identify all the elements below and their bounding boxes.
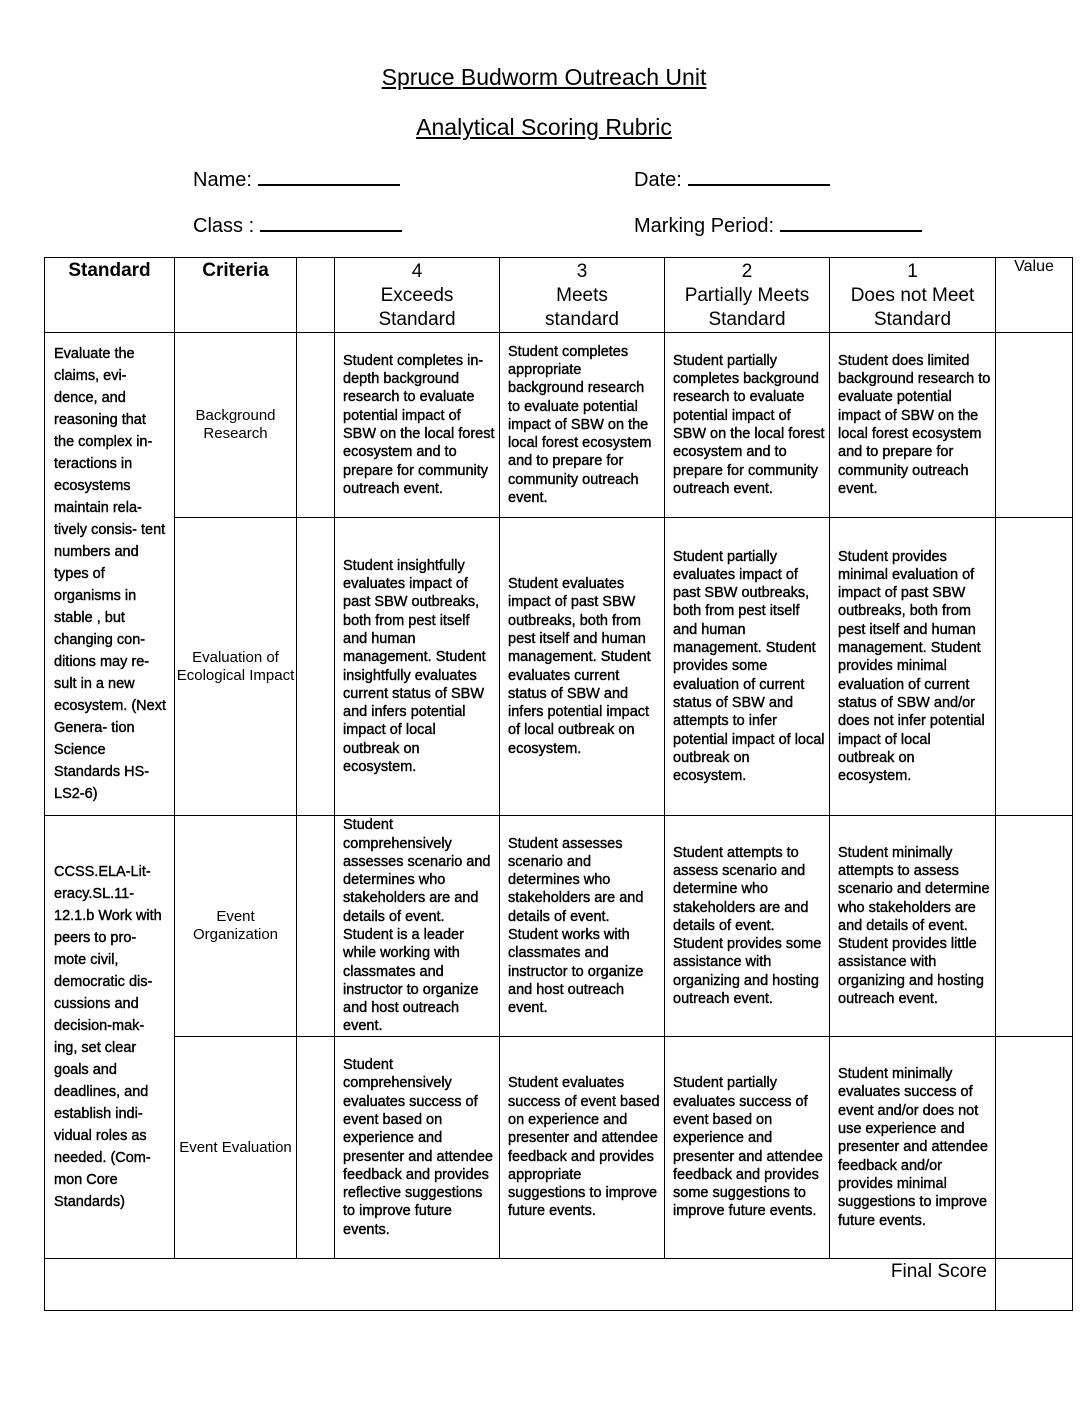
level-1-description: Student minimally evaluates success of event and/or does not use experience and presenter and attendee feedback and/or provides minimal suggestions to improve future events.: [830, 1037, 996, 1259]
level-1-number: 1: [907, 261, 918, 282]
level-3-number: 3: [576, 261, 588, 282]
standard-ngss: Evaluate the claims, evi- dence, and reasoning that the complex in- teractions in ecosystems maintain rela- tively consis- tent numbers and types of organisms in stable , but changing con- ditions may re- sult in a new ecosystem. (Next Genera- tion Science Standards HS- LS2-6): [45, 333, 175, 816]
rubric-row-ecological-impact: [45, 518, 1073, 816]
name-blank-line[interactable]: [258, 166, 400, 186]
header-standard: Standard: [45, 258, 175, 333]
spacer-cell: [297, 333, 335, 518]
spacer-cell: [297, 1037, 335, 1259]
final-score-value-cell[interactable]: [996, 1259, 1073, 1311]
level-4-description: Student insightfully evaluates impact of past SBW outbreaks, both from pest itself and human management. Student insightfully evaluates current status of SBW and infers potential impact of local outbreak on ecosystem.: [335, 518, 500, 816]
marking-period-field: [634, 212, 922, 238]
header-level-1: [830, 258, 996, 333]
level-2-description: Student attempts to assess scenario and determine who stakeholders are and details of event. Student provides some assistance with organizing and hosting outreach event.: [665, 816, 830, 1037]
value-cell[interactable]: [996, 816, 1073, 1037]
marking-period-label: Marking Period:: [634, 215, 775, 237]
header-level-3: [500, 258, 665, 333]
marking-period-blank-line[interactable]: [780, 212, 922, 232]
date-label: Date:: [634, 169, 682, 191]
rubric-table: [44, 257, 1073, 1311]
header-level-2: [665, 258, 830, 333]
date-field: [634, 166, 830, 192]
final-score-row: [45, 1259, 1073, 1311]
document-subtitle: Analytical Scoring Rubric: [416, 114, 672, 140]
level-2-description: Student partially evaluates success of event based on experience and presenter and attendee feedback and provides some suggestions to improve future events.: [665, 1037, 830, 1259]
class-label: Class :: [193, 215, 255, 237]
header-spacer: [297, 258, 335, 333]
level-2-number: 2: [741, 261, 753, 282]
criteria-background-research: Background Research: [175, 333, 297, 518]
header-level-4: [335, 258, 500, 333]
date-blank-line[interactable]: [688, 166, 830, 186]
criteria-ecological-impact: Evaluation of Ecological Impact: [175, 518, 297, 816]
document-title: Spruce Budworm Outreach Unit: [381, 64, 707, 90]
level-3-description: Student completes appropriate background research to evaluate potential impact of SBW on the local forest ecosystem and to prepare for community outreach event.: [500, 333, 665, 518]
value-cell[interactable]: [996, 1037, 1073, 1259]
value-cell[interactable]: [996, 518, 1073, 816]
final-score-label: Final Score: [45, 1259, 996, 1311]
criteria-event-evaluation: Event Evaluation: [175, 1037, 297, 1259]
header-value: Value: [996, 258, 1073, 333]
value-cell[interactable]: [996, 333, 1073, 518]
level-3-description: Student evaluates success of event based on experience and presenter and attendee feedback and provides appropriate suggestions to improve future events.: [500, 1037, 665, 1259]
class-field: [193, 212, 402, 238]
level-4-description: Student comprehensively evaluates success of event based on experience and presenter and attendee feedback and provides reflective suggestions to improve future events.: [335, 1037, 500, 1259]
rubric-row-event-evaluation: [45, 1037, 1073, 1259]
level-3-description: Student evaluates impact of past SBW outbreaks, both from pest itself and human management. Student evaluates current status of SBW and infers potential impact of local outbreak on ecosystem.: [500, 518, 665, 816]
header-row: [45, 258, 1073, 333]
standard-ccss: CCSS.ELA-Lit- eracy.SL.11- 12.1.b Work with peers to pro- mote civil, democratic dis- cussions and decision-mak- ing, set clear goals and deadlines, and establish indi- vidual roles as needed. (Com- mon Core Standards): [45, 816, 175, 1259]
header-criteria: Criteria: [175, 258, 297, 333]
level-1-description: Student minimally attempts to assess scenario and determine who stakeholders are and details of event. Student provides little assistance with organizing and hosting outreach event.: [830, 816, 996, 1037]
level-1-label: Does not Meet Standard: [850, 285, 975, 330]
criteria-event-organization: Event Organization: [175, 816, 297, 1037]
rubric-row-background-research: [45, 333, 1073, 518]
level-4-description: Student completes in-depth background research to evaluate potential impact of SBW on the local forest ecosystem and to prepare for community outreach event.: [335, 333, 500, 518]
level-1-description: Student does limited background research to evaluate potential impact of SBW on the local forest ecosystem and to prepare for community outreach event.: [830, 333, 996, 518]
class-blank-line[interactable]: [260, 212, 402, 232]
level-2-description: Student partially completes background research to evaluate potential impact of SBW on the local forest ecosystem and to prepare for community outreach event.: [665, 333, 830, 518]
name-field: [193, 166, 400, 192]
level-4-number: 4: [411, 261, 423, 282]
spacer-cell: [297, 816, 335, 1037]
level-3-description: Student assesses scenario and determines who stakeholders are and details of event. Student works with classmates and instructor to organize and host outreach event.: [500, 816, 665, 1037]
level-4-description: Student comprehensively assesses scenario and determines who stakeholders are and details of event. Student is a leader while working with classmates and instructor to organize and host outreach event.: [335, 816, 500, 1037]
level-4-label: Exceeds Standard: [378, 285, 456, 330]
spacer-cell: [297, 518, 335, 816]
level-3-label: Meets standard: [545, 285, 619, 330]
name-label: Name:: [193, 169, 252, 191]
level-2-label: Partially Meets Standard: [684, 285, 810, 330]
rubric-row-event-organization: [45, 816, 1073, 1037]
level-2-description: Student partially evaluates impact of past SBW outbreaks, both from pest itself and human management. Student provides some evaluation of current status of SBW and attempts to infer potential impact of local outbreak on ecosystem.: [665, 518, 830, 816]
level-1-description: Student provides minimal evaluation of impact of past SBW outbreaks, both from pest itself and human management. Student provides minimal evaluation of current status of SBW and/or does not infer potential impact of local outbreak on ecosystem.: [830, 518, 996, 816]
